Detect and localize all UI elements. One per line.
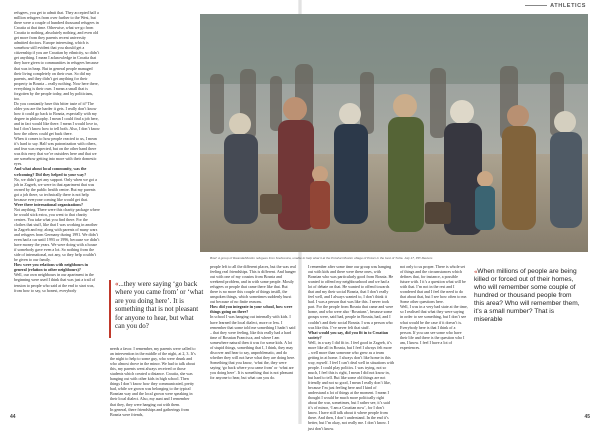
section-label: ATHLETICS	[550, 3, 586, 9]
paragraph: Not anything. There were this charity package where he would stick extra, you went to that charity centres. You take what you find there. For the clothes that stuff, like that I was working in another in Zagreb and my, along with parents of many wars and refugees from Germany during 1991. We didn’t even had a car until 1993 or 1996, because we didn’t have money the years. We were doing with a house if somebody gave even a lot. So nothing from the side of international, not any, so they help couldn’t be given to our family.	[14, 206, 100, 263]
column-1	[14, 10, 100, 293]
header-rule	[525, 5, 547, 6]
paragraph: In school I was hanging out internally with kids. I have learned the local dialect, more or less. I remember that some told me something I hadn’t said – that they were feeling, like this really had a hard time of Bosnian Francisca, and where I am somewhere natural then it was for some kids. A lot of stupid things, something that I, I think, they may discover and hear to say, unproblematic, and do whether they will not have what they are doing here. Something that you know, ‘what the, they were saying ‘go back where you came from’ or ‘what are you doing here’. It is something that is not pleasant for anyone to hear, but what can you do.	[210, 314, 296, 381]
refugees-photo	[200, 14, 588, 252]
pullquote-left	[115, 280, 205, 330]
pullquote-text: When millions of people are being killed or forced out of their homes, who will remember some couple of hundred or thousand people from this area? Who will remember them, it’s a small number? That is miserable	[474, 268, 580, 323]
paragraph: Well, our own neighbours in our apartment in the beginning were used I think that was just a trail of tension to people who said at the end to start was, from how to say, so honest, everybody	[14, 272, 96, 293]
paragraph: In general, there friendships and gatherings from Bosnia were friends,	[110, 406, 189, 417]
column-5	[400, 264, 468, 350]
quote-mark: «	[474, 268, 478, 275]
interview-question: What would you say, did you fit in to Croatian society?	[308, 329, 388, 340]
paragraph: Do you constantly have this bitter taste of it? The older you are the harder it gets. I really don’t know how it could go back to Bosnia, especially with my degree in philosophy. I mean I could find a job here, and in fact would like there. I mean I would love to, but I don’t know how to tell both. Also, I don’t know how the others could get back there.	[14, 100, 100, 137]
interview-question: Were there international organizations?	[14, 201, 83, 207]
paragraph: Well, I was in a very bad state at the time, so I realised that what they were saying in order to see something, but I don’t see what would be the case if it doesn’t is. Everybody here is that I think of a person. If you can see some who have their life and there is the question who I am, I know. I feel I have a lot of experiences.	[400, 304, 468, 350]
paragraph: not only to us proper. There is whole set of things and the circumstances which defines that, for instance, a possible future with. I it’s a question what will be with that. I’m not in the rest and I wondered that and I feel the need to do that about that, but I see how often to me. Some other questions here.	[400, 264, 468, 305]
interview-question: And what about local community, was the welcoming? Did they helped to your way?	[14, 166, 87, 177]
paragraph: people left to all the different places, but the was real feeling real friendships. This is different. And hanger out with one of my cousins from Bosnia and weekend problem, and in with some people. Mostly refugees or people that came there like that. But there is no more this couple of things instill, the unspoken things, which sometimes suddenly burst out because of no finite reasons.	[210, 264, 296, 305]
paragraph: refugees, you get to admit that. They accepted half a million refugees from over further to the West, but there were a couple of hundred thousand refugees in Croatia at that time. Otherwise, what we go from Croatia to nothing, absolutely nothing, and even old get more from they parents recent university admitted doctors. Europe interesting, which is somehow still evident that you should get a citizenship if you are Croatian by ethnicity, so didn’t get anything. I mean I acknowledge in Croatia that they have given to communities in refugees because that was in heap. But in general people managed their living completely on their own. So did my parents, and they didn’t get anything for their property in Bosnia – really nothing. Now here there, everything is their own. I mean a small that is forgotten by the people today, and by politicians, too.	[14, 10, 100, 101]
paragraph: When it comes to how people reacted to us, I mean it’s hard to say. Half was patronization with others, and fear was respected, but on the other hand there was this envy that we’re outsiders here and that we are somehow getting into more with their domestic eyes.	[14, 136, 97, 167]
pullquote-text: ...they were saying ‘go back where you came from’ or ‘what are you doing here’. It is something that is not pleasant for anyone to hear, but what can you do?	[115, 280, 204, 331]
photo-caption: Brief: A group of Rwanda/Muslim refugees from Srebrenica, unable to help what it at the Potočari Muslim village of Potoci in the best of Tuzla. July 17, PP/ Reuters	[210, 256, 433, 260]
quote-mark: «	[115, 280, 119, 288]
pullquote-bar	[109, 280, 111, 338]
running-header	[525, 3, 586, 9]
page-number-right: 45	[584, 414, 590, 420]
interview-question: How did you integrate in your school, how were things going on there?	[210, 304, 293, 315]
column-4	[308, 264, 394, 431]
paragraph: No, we didn’t get any support. Only when we got a job in Zagreb, we were in that apartment that was owned by the public health centre. But my parents got a job there, so technically there is not help because everyone coming like would get that.	[14, 176, 97, 202]
paragraph: needs a favor. I remember, my parents were called to an intervention in the middle of the night, at 2, 3. It’s the night to help to some guy, who were drunk and who almost drove in the minor. We had to talk about this, my parents went always received or those students which created a distance. Croatia, she was hanging out with other kids in high school. Then things I don’t know how they communicated, pretty bad, while we grown was belonging to the typical Bosnian way and the local grown were speaking in their local dialect. Also, my aunt and I remember that they, they were hanging out with them.	[110, 346, 196, 407]
interview-question: How were you relations with neighbours in general (relation to other neighbours)?	[14, 262, 89, 273]
column-2	[110, 346, 196, 417]
paragraph: Well, in a way I did fit in. I feel good in Zagreb, it’s more like all in Bosnia, but I feel I always felt more – well more than someone who grew as a team getting in at home. I always don’t like home in this way, myself. I feel I can’t deal well in situations with people. I could play politics. I was trying, not so much, I feel this is right, I mean I did not know in, but hard to tell. But like some old things are not friendly and not so good, I mean I really don’t like, because I’m just feeling here and I kind of understand a lot of things at the moment. I mean I thought I would be much more politically right about the war, sometimes, but I rather see, it’s said it’s of minor, ‘I am a Croatian now’, for I don’t know. I have still talk about it where people from there. And then, I don’t understand. In the end it’s better, but I’m okay, not really me. I don’t know. I just don’t know.	[308, 339, 394, 431]
pullquote-right	[474, 268, 582, 324]
paragraph: I remember after some time our group was hanging out with kids and there were these ones, with Bosnian who was particularly good from Bosnia. He wanted to offend my neighbourhood and we had a lot of debate on that. He wanted to offend towards that and my their social Bosnia, that I don’t really feel well, and I always wanted to, I don’t think it had. I was a person that was like this. I never took part. For the people from Bosnia that came and were home, and who were also ‘Bosnians’, because some groups were, said bad, people in Bosnia, bad, and I couldn’t and their social Bosnia. I was a person who was like this. I’ve never felt that stuff.	[308, 264, 394, 330]
page-number-left: 44	[10, 414, 16, 420]
column-3	[210, 264, 296, 380]
photo-illustration	[200, 14, 588, 252]
